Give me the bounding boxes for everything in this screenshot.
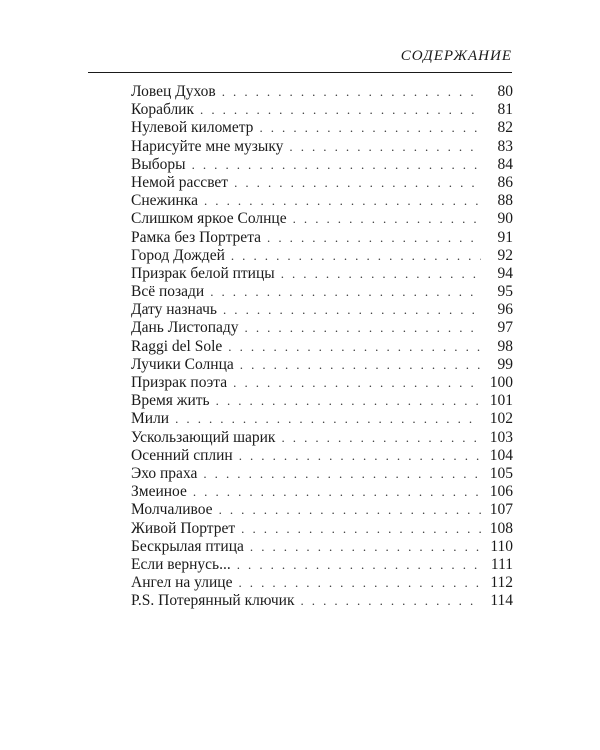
toc-entry[interactable]	[131, 192, 513, 210]
toc-entry-page: 82	[497, 119, 513, 137]
toc-entry-title: Мили	[131, 410, 170, 428]
toc-leader-dots	[281, 265, 481, 283]
toc-entry-title: P.S. Потерянный ключик	[131, 592, 295, 610]
toc-entry-page: 101	[489, 392, 513, 410]
toc-leader-dots	[293, 210, 481, 228]
toc-entry-page: 114	[490, 592, 513, 610]
toc-leader-dots	[240, 356, 481, 374]
toc-leader-dots	[267, 229, 481, 247]
toc-entry-page: 81	[497, 101, 513, 119]
toc-entry[interactable]	[131, 429, 513, 447]
toc-entry[interactable]	[131, 556, 513, 574]
toc-leader-dots	[234, 174, 481, 192]
toc-entry-page: 84	[497, 155, 513, 173]
toc-entry[interactable]	[131, 392, 513, 410]
toc-leader-dots	[216, 392, 481, 410]
toc-entry-page: 99	[497, 355, 513, 373]
toc-entry[interactable]	[131, 119, 513, 137]
toc-leader-dots	[204, 192, 481, 210]
toc-leader-dots	[281, 429, 481, 447]
toc-entry-title: Живой Портрет	[131, 519, 236, 537]
toc-leader-dots	[237, 556, 481, 574]
toc-entry-title: Призрак белой птицы	[131, 264, 275, 282]
toc-entry[interactable]	[131, 592, 513, 610]
toc-entry-page: 98	[497, 337, 513, 355]
toc-entry-title: Дань Листопаду	[131, 319, 239, 337]
toc-leader-dots	[193, 483, 481, 501]
toc-leader-dots	[231, 247, 481, 265]
toc-entry-title: Лучики Солнца	[131, 355, 234, 373]
toc-entry-title: Ангел на улице	[131, 574, 233, 592]
toc-entry-page: 105	[489, 464, 513, 482]
toc-entry-page: 95	[497, 283, 513, 301]
toc-entry-title: Ускользающий шарик	[131, 428, 276, 446]
toc-leader-dots	[289, 138, 481, 156]
toc-entry-title: Кораблик	[131, 101, 195, 119]
toc-entry-page: 94	[497, 264, 513, 282]
toc-leader-dots	[228, 338, 481, 356]
toc-entry[interactable]	[131, 138, 513, 156]
toc-leader-dots	[259, 119, 481, 137]
toc-leader-dots	[250, 538, 481, 556]
toc-entry[interactable]	[131, 501, 513, 519]
toc-entry-title: Слишком яркое Солнце	[131, 210, 287, 228]
toc-entry-title: Немой рассвет	[131, 173, 229, 191]
running-header-title: СОДЕРЖАНИЕ	[400, 48, 512, 64]
toc-entry[interactable]	[131, 538, 513, 556]
toc-entry[interactable]	[131, 301, 513, 319]
toc-entry-title: Снежинка	[131, 192, 198, 210]
toc-entry-title: Бескрылая птица	[131, 537, 244, 555]
toc-entry[interactable]	[131, 374, 513, 392]
toc-entry[interactable]	[131, 265, 513, 283]
toc-entry[interactable]	[131, 156, 513, 174]
toc-leader-dots	[210, 283, 481, 301]
toc-leader-dots	[245, 319, 481, 337]
toc-entry-title: Выборы	[131, 155, 186, 173]
toc-entry[interactable]	[131, 83, 513, 101]
toc-entry[interactable]	[131, 229, 513, 247]
toc-entry[interactable]	[131, 101, 513, 119]
toc-entry-page: 107	[489, 501, 513, 519]
toc-leader-dots	[300, 592, 481, 610]
toc-entry-page: 111	[490, 555, 513, 573]
toc-leader-dots	[200, 101, 481, 119]
toc-entry-page: 83	[497, 137, 513, 155]
toc-leader-dots	[219, 501, 481, 519]
toc-entry-title: Нулевой километр	[131, 119, 254, 137]
toc-entry[interactable]	[131, 410, 513, 428]
toc-entry-page: 100	[489, 374, 513, 391]
toc-entry[interactable]	[131, 283, 513, 301]
toc-leader-dots	[175, 410, 481, 428]
toc-entry-title: Всё позади	[131, 283, 205, 301]
toc-entry-title: Молчаливое	[131, 501, 213, 519]
header-rule	[88, 72, 512, 73]
toc-entry-page: 92	[497, 246, 513, 264]
toc-entry[interactable]	[131, 520, 513, 538]
toc-entry-page: 88	[497, 192, 513, 210]
toc-entry[interactable]	[131, 483, 513, 501]
toc-entry-title: Осенний сплин	[131, 446, 233, 464]
toc-leader-dots	[192, 156, 481, 174]
toc-entry-page: 106	[489, 483, 513, 501]
toc-entry-page: 108	[489, 519, 513, 537]
toc-entry-page: 90	[497, 210, 513, 228]
toc-entry-title: Призрак поэта	[131, 374, 228, 391]
toc-entry-page: 86	[497, 173, 513, 191]
toc-entry-title: Эхо праха	[131, 464, 198, 482]
toc-entry-page: 96	[497, 301, 513, 319]
toc-entry-title: Ловец Духов	[131, 83, 216, 100]
toc-entry[interactable]	[131, 210, 513, 228]
toc-entry[interactable]	[131, 247, 513, 265]
toc-entry[interactable]	[131, 338, 513, 356]
toc-leader-dots	[239, 447, 481, 465]
toc-entry-page: 104	[489, 446, 513, 464]
toc-entry-title: Змеиное	[131, 483, 187, 501]
toc-entry[interactable]	[131, 465, 513, 483]
toc-entry-page: 91	[497, 228, 513, 246]
toc-entry-title: Время жить	[131, 392, 210, 410]
toc-entry-page: 97	[497, 319, 513, 337]
toc-entry-page: 110	[490, 537, 513, 555]
toc-entry[interactable]	[131, 174, 513, 192]
toc-entry[interactable]	[131, 319, 513, 337]
toc-entry-title: Raggi del Sole	[131, 337, 223, 355]
toc-entry-page: 102	[489, 410, 513, 428]
toc-entry-title: Если вернусь...	[131, 555, 231, 573]
toc-leader-dots	[238, 574, 481, 592]
toc-entry-title: Нарисуйте мне музыку	[131, 137, 284, 155]
toc-leader-dots	[203, 465, 481, 483]
toc-entry[interactable]	[131, 447, 513, 465]
toc-leader-dots	[223, 301, 481, 319]
toc-leader-dots	[241, 520, 481, 538]
toc-entry[interactable]	[131, 574, 513, 592]
table-of-contents	[131, 83, 513, 610]
toc-leader-dots	[222, 83, 481, 101]
toc-entry-title: Дату назначь	[131, 301, 217, 319]
toc-entry-page: 103	[489, 428, 513, 446]
toc-entry-title: Рамка без Портрета	[131, 228, 262, 246]
toc-entry-title: Город Дождей	[131, 246, 225, 264]
toc-entry[interactable]	[131, 356, 513, 374]
toc-entry-page: 80	[497, 83, 513, 100]
toc-entry-page: 112	[490, 574, 513, 592]
toc-leader-dots	[233, 374, 481, 392]
